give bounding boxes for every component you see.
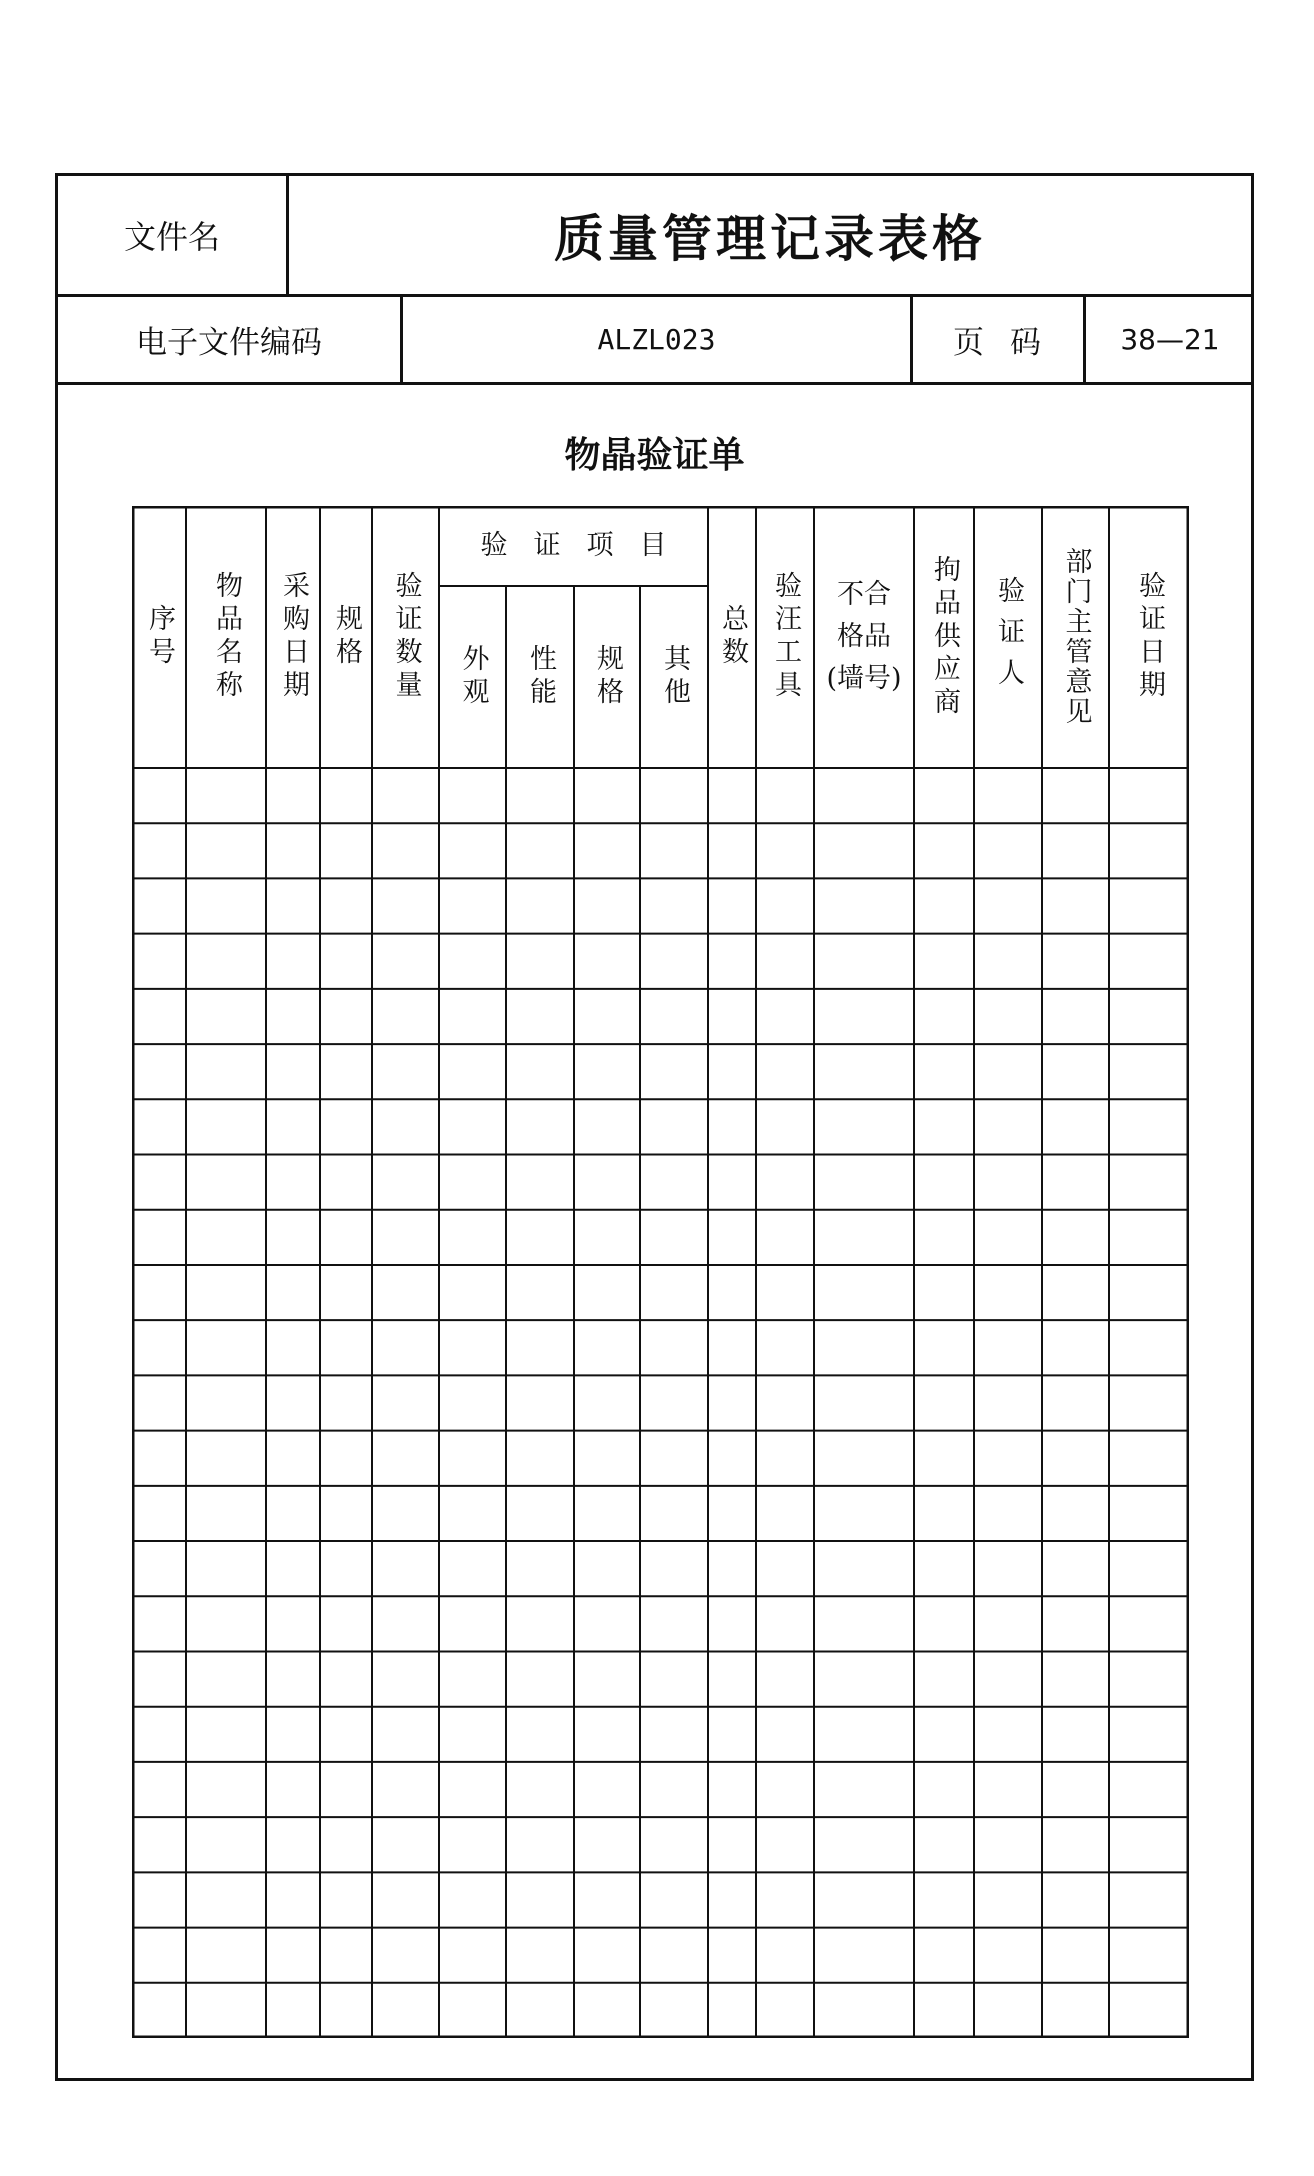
- col-header-item-name: [186, 506, 266, 768]
- col-header-nonconforming: [814, 506, 914, 768]
- col-header-seq: [132, 506, 186, 768]
- col-header-other: [640, 586, 708, 768]
- verification-table: [132, 506, 1189, 2038]
- col-header-verify-date: [1109, 506, 1189, 768]
- col-header-item-name-text: 物品名称: [211, 571, 242, 703]
- col-header-purchase-date: [266, 506, 320, 768]
- col-header-verify-items-group: [439, 506, 708, 586]
- col-header-spec: [320, 506, 372, 768]
- col-header-performance: [506, 586, 574, 768]
- col-header-performance-text: 性能: [525, 644, 556, 710]
- header-row-title: [58, 176, 1251, 297]
- col-header-total: [708, 506, 756, 768]
- col-header-spec2: [574, 586, 640, 768]
- code-value: ALZL023: [403, 297, 913, 382]
- page-label: 页码: [913, 297, 1086, 382]
- col-header-other-text: 其他: [659, 644, 690, 710]
- col-header-supplier: [914, 506, 974, 768]
- col-header-spec2-text: 规格: [592, 644, 623, 710]
- col-header-verify-qty: [372, 506, 439, 768]
- col-header-verifier: [974, 506, 1042, 768]
- code-label: 电子文件编码: [58, 297, 403, 382]
- col-header-verify-items-group-text: 验证项目: [480, 530, 693, 561]
- file-name-label: 文件名: [58, 176, 289, 294]
- col-header-appearance: [439, 586, 506, 768]
- col-header-purchase-date-text: 采购日期: [278, 571, 309, 703]
- col-header-appearance-text: 外观: [457, 644, 489, 710]
- main-title: 质量管理记录表格: [554, 210, 986, 268]
- col-header-seq-text: 序号: [144, 604, 175, 670]
- form-title: 物晶验证单: [564, 434, 745, 476]
- col-header-supplier-text: 拘品供应商: [929, 554, 960, 720]
- col-header-verify-qty-text: 验证数量: [390, 571, 422, 703]
- header-row-code: [58, 297, 1251, 385]
- page-value: 38—21: [1120, 323, 1220, 356]
- col-header-verify-tool: [756, 506, 814, 768]
- col-header-verify-tool-text: 验汪工具: [770, 571, 801, 703]
- col-header-nonconforming-text: 不合格品(墙号): [826, 579, 902, 694]
- col-header-verify-date-text: 验证日期: [1134, 571, 1165, 703]
- col-header-dept-opinion-text: 部门主管意见: [1060, 547, 1092, 727]
- col-header-verifier-text: 验证人: [993, 575, 1024, 699]
- col-header-total-text: 总数: [717, 604, 748, 670]
- col-header-spec-text: 规格: [331, 604, 362, 670]
- col-header-dept-opinion: [1042, 506, 1109, 768]
